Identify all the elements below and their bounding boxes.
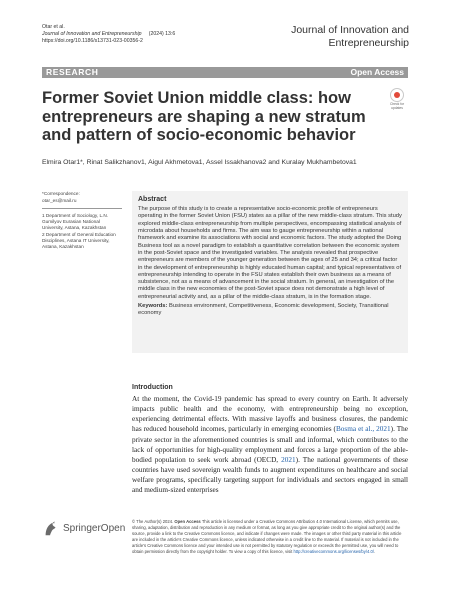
keywords-text: Business environment, Competitiveness, Economic development, Society, Transitional economy	[138, 303, 389, 317]
springer-horse-icon	[42, 520, 60, 538]
abstract-box	[132, 191, 408, 353]
header-authors: Otar et al.	[42, 24, 65, 30]
check-for-updates-text: Check for updates	[389, 102, 405, 110]
license-text: This article is licensed under a Creative Commons Attribution 4.0 International License, which permits use, sharing, adaptation, distribution and reproduction in any medium or format, as long as you give appropriate credit to the original author(s) and the source, provide a link to the Creative Commons licence, and indicate if changes were made. The images or other third party material in this article are included in the article's Creative Commons licence, unless indicated otherwise in a credit line to the material. If material is not included in the article's Creative Commons licence and your intended use is not permitted by statutory regulation or exceeds the permitted use, you will need to obtain permission directly from the copyright holder. To view a copy of this licence, visit	[132, 519, 402, 554]
license-notice	[132, 519, 408, 555]
springer-open-logo	[42, 520, 125, 538]
correspondence-email[interactable]: otar_es@mail.ru	[42, 198, 77, 203]
license-suffix: .	[373, 549, 376, 554]
sidebar-notes	[42, 191, 122, 251]
license-link[interactable]: http://creativecommons.org/licenses/by/4.0/	[293, 549, 374, 554]
introduction-body	[132, 394, 408, 496]
introduction-heading: Introduction	[132, 384, 173, 391]
abstract-heading: Abstract	[138, 196, 167, 203]
article-type-bar	[42, 67, 408, 78]
check-for-updates-icon	[390, 88, 404, 102]
license-copyright: © The Author(s) 2024.	[132, 519, 175, 524]
correspondence-label: *Correspondence:	[42, 191, 80, 196]
affiliation-2: 2 Department of General Education Disciplines, Astana IT University, Astana, Kazakhstan	[42, 232, 116, 249]
citation-oecd[interactable]: 2021	[281, 455, 296, 464]
keywords	[138, 303, 402, 318]
header-journal: Journal of Innovation and Entrepreneurship	[42, 31, 142, 37]
affiliation-1: 1 Department of Sociology, L.N. Gumilyov Eurasian National University, Astana, Kazakhstan	[42, 213, 109, 230]
article-title: Former Soviet Union middle class: how entrepreneurs are shaping a new stratum and pattern of socio-economic behavior	[42, 89, 366, 144]
article-type-label: RESEARCH	[46, 67, 99, 77]
publisher-name: SpringerOpen	[63, 523, 126, 534]
citation-bosma[interactable]: Bosma et al., 2021	[335, 425, 391, 434]
intro-text-2: ). The private sector in the aforementioned countries is small and informal, which contributes to the lack of opportunities for high-quality employment and forces a large proportion of the able-bodied population to seek work abroad (OECD,	[132, 425, 409, 464]
intro-text-3: ). The national governments of these countries have used sovereign wealth funds to augment expenditures on healthcare and social welfare programs, specifically targeting support for individuals and sectors engaged in small and medium-sized enterprises	[132, 455, 409, 495]
header-year-volume: (2024) 13:6	[148, 31, 176, 37]
check-for-updates-badge[interactable]	[386, 88, 408, 110]
license-open-access: Open Access	[174, 519, 201, 524]
journal-name: Journal of Innovation and Entrepreneurship	[291, 24, 409, 49]
author-list: Elmira Otar1*, Rinat Salikzhanov1, Aigul Akhmetova1, Assel Issakhanova2 and Kuralay Mukhambetova1	[42, 159, 357, 166]
abstract-body: The purpose of this study is to create a representative socio-economic profile of entrepreneurs operating in the former Soviet Union (FSU) states as a pillar of the new middle-class stratum. This study explored middle-class entrepreneurship from multiple perspectives, encompassing statistical analysis of microdata about households and firms. The aim was to gauge entrepreneurship within a national framework and examine its associations with social and economic factors. The study adopted the Doing Business tool as a novel paradigm to establish a quantitative correlation between the economic system in the post-Soviet space and the investigated variables. The analysis revealed that prospective entrepreneurs are members of the younger generation between the ages of 25 and 34; a critical factor in the development of entrepreneurship is highly educated human capital; and typical representatives of entrepreneurship intending to operate in the FSU states establish their own business as a means of subsistence, not as a means of advancement in the social stratum. In general, an investigation of the middle class in the new economies of the post-Soviet space does not demonstrate a high level of entrepreneurial activity and, as a pillar of the middle-class stratum, is in the formation stage.	[138, 206, 402, 300]
running-header	[42, 24, 175, 45]
keywords-label: Keywords:	[138, 303, 168, 310]
open-access-label: Open Access	[350, 67, 404, 77]
introduction-section	[132, 383, 408, 496]
intro-text-1: At the moment, the Covid-19 pandemic has spread to every country on Earth. It adversely impacts public health and the economy, with entrepreneurship being no exception, experiencing detrimental effects. With massive layoffs and business closures, the pandemic has reduced household incomes, particularly in emerging economies (	[132, 395, 408, 434]
sidebar-divider	[42, 208, 122, 209]
header-doi[interactable]: https://doi.org/10.1186/s13731-023-00356-2	[42, 38, 143, 44]
